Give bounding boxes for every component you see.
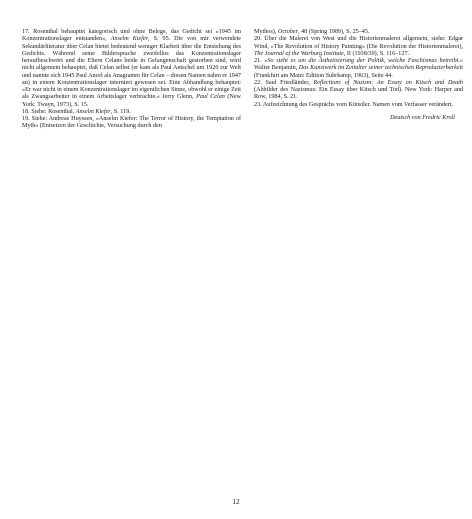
- page-number: 12: [232, 497, 240, 506]
- footnote-text: , 48 (Spring 1989), S. 25–45.: [298, 29, 370, 35]
- footnote-21: [254, 58, 463, 80]
- footnote-text: , S. 119.: [110, 108, 131, 115]
- footnote-text: (Abbilder des Nazismus: Ein Essay über Kitsch und Tod). New York: Harper and Row, 1984, S. 21.: [254, 87, 463, 101]
- footnote-text: Walter Benjamin,: [254, 65, 299, 72]
- footnote-text: (New York: Twayn, 1973), S. 15.: [22, 94, 241, 108]
- footnote-text: 20. Über die Malerei von West und die Historienmalerei allgemein, siehe: Edgar Wind, »The Revolution of History Painting« (Die Revolution der Historienmalerei),: [254, 36, 463, 50]
- footnote-italic: Das Kunstwerk im Zeitalter seiner technischen Reproduzierbarkeit: [298, 65, 463, 72]
- translator-credit: Deutsch von Fredric Kroll: [390, 114, 455, 121]
- footnote-text: , II (1938/39), S. 116–127.: [343, 50, 410, 57]
- footnote-23: [254, 102, 463, 109]
- footnote-18: [22, 109, 241, 116]
- footnote-italic: »So steht es um die Ästhetisierung der Politik, welche Faschismus betreibt.«: [264, 58, 463, 64]
- footnote-text: 17. Rosenthal behauptet kategorisch und ohne Belege, das Gedicht sei »1945 im Konzentrationslager entstanden«,: [22, 29, 241, 43]
- footnote-italic: Anselm Kiefer: [75, 108, 111, 115]
- footnote-text: Mythos),: [254, 29, 278, 35]
- footnote-text: 18. Siehe: Rosenthal,: [22, 108, 76, 115]
- footnote-text: , S. 95. Die von mir verwendete Sekundärliteratur über Celan bietet bedeutend weniger Klarheit über die Entstehung des Gedichts. Während seine Bildersprache zweifellos das Konzentrationslager heraufbeschwört und die Eltern Celans beide in Gefangenschaft gestorben sind, wird nicht allgemein behauptet, daß Celan selbst (er kam als Paul Antschel um 1920 zur Welt und nannte sich 1945 Paul Ancel als Anagramm für Celan – diesen Namen nahm er 1947 an) in einem Konzentrationslager interniert gewesen sei. Eine Abhandlung behauptet: »Er war nicht in einem Konzentrationslager im eigentlichen Sinne, obwohl er einige Zeit als Zwangsarbeiter in einem Arbeitslager verbrachte.« Jerry Glenn,: [22, 36, 241, 101]
- footnote-italic: October: [277, 29, 299, 35]
- footnote-20: [254, 36, 463, 58]
- footnote-text: 19. Siehe: Andreas Huyssen, »Anselm Kiefer: The Terror of History, the Temptation of Myth« (Entsetzen der Geschichte, Versuchung durch den: [22, 116, 241, 130]
- footnote-text: 21.: [254, 58, 265, 64]
- footnote-22: [254, 80, 463, 102]
- footnote-text: 22. Saul Friedländer,: [254, 79, 314, 86]
- footnote-italic: The Journal of the Warburg Institute: [254, 50, 344, 57]
- footnote-text: (Frankfurt am Main: Edition Suhrkamp, 1963), Seite 44.: [254, 72, 393, 79]
- footnote-italic: Anselm Kiefer: [110, 36, 149, 43]
- footnote-italic: Paul Celan: [196, 94, 225, 101]
- right-column: [254, 29, 463, 122]
- footnote-17: [22, 29, 241, 109]
- footnote-italic: Reflections of Nazism: An Essay on Kitsch and Death: [313, 79, 463, 86]
- left-column: [22, 29, 241, 131]
- footnote-19: [22, 116, 241, 131]
- footnote-text: 23. Aufzeichnung des Gesprächs vom Künstler. Namen vom Verfasser verändert.: [254, 101, 454, 108]
